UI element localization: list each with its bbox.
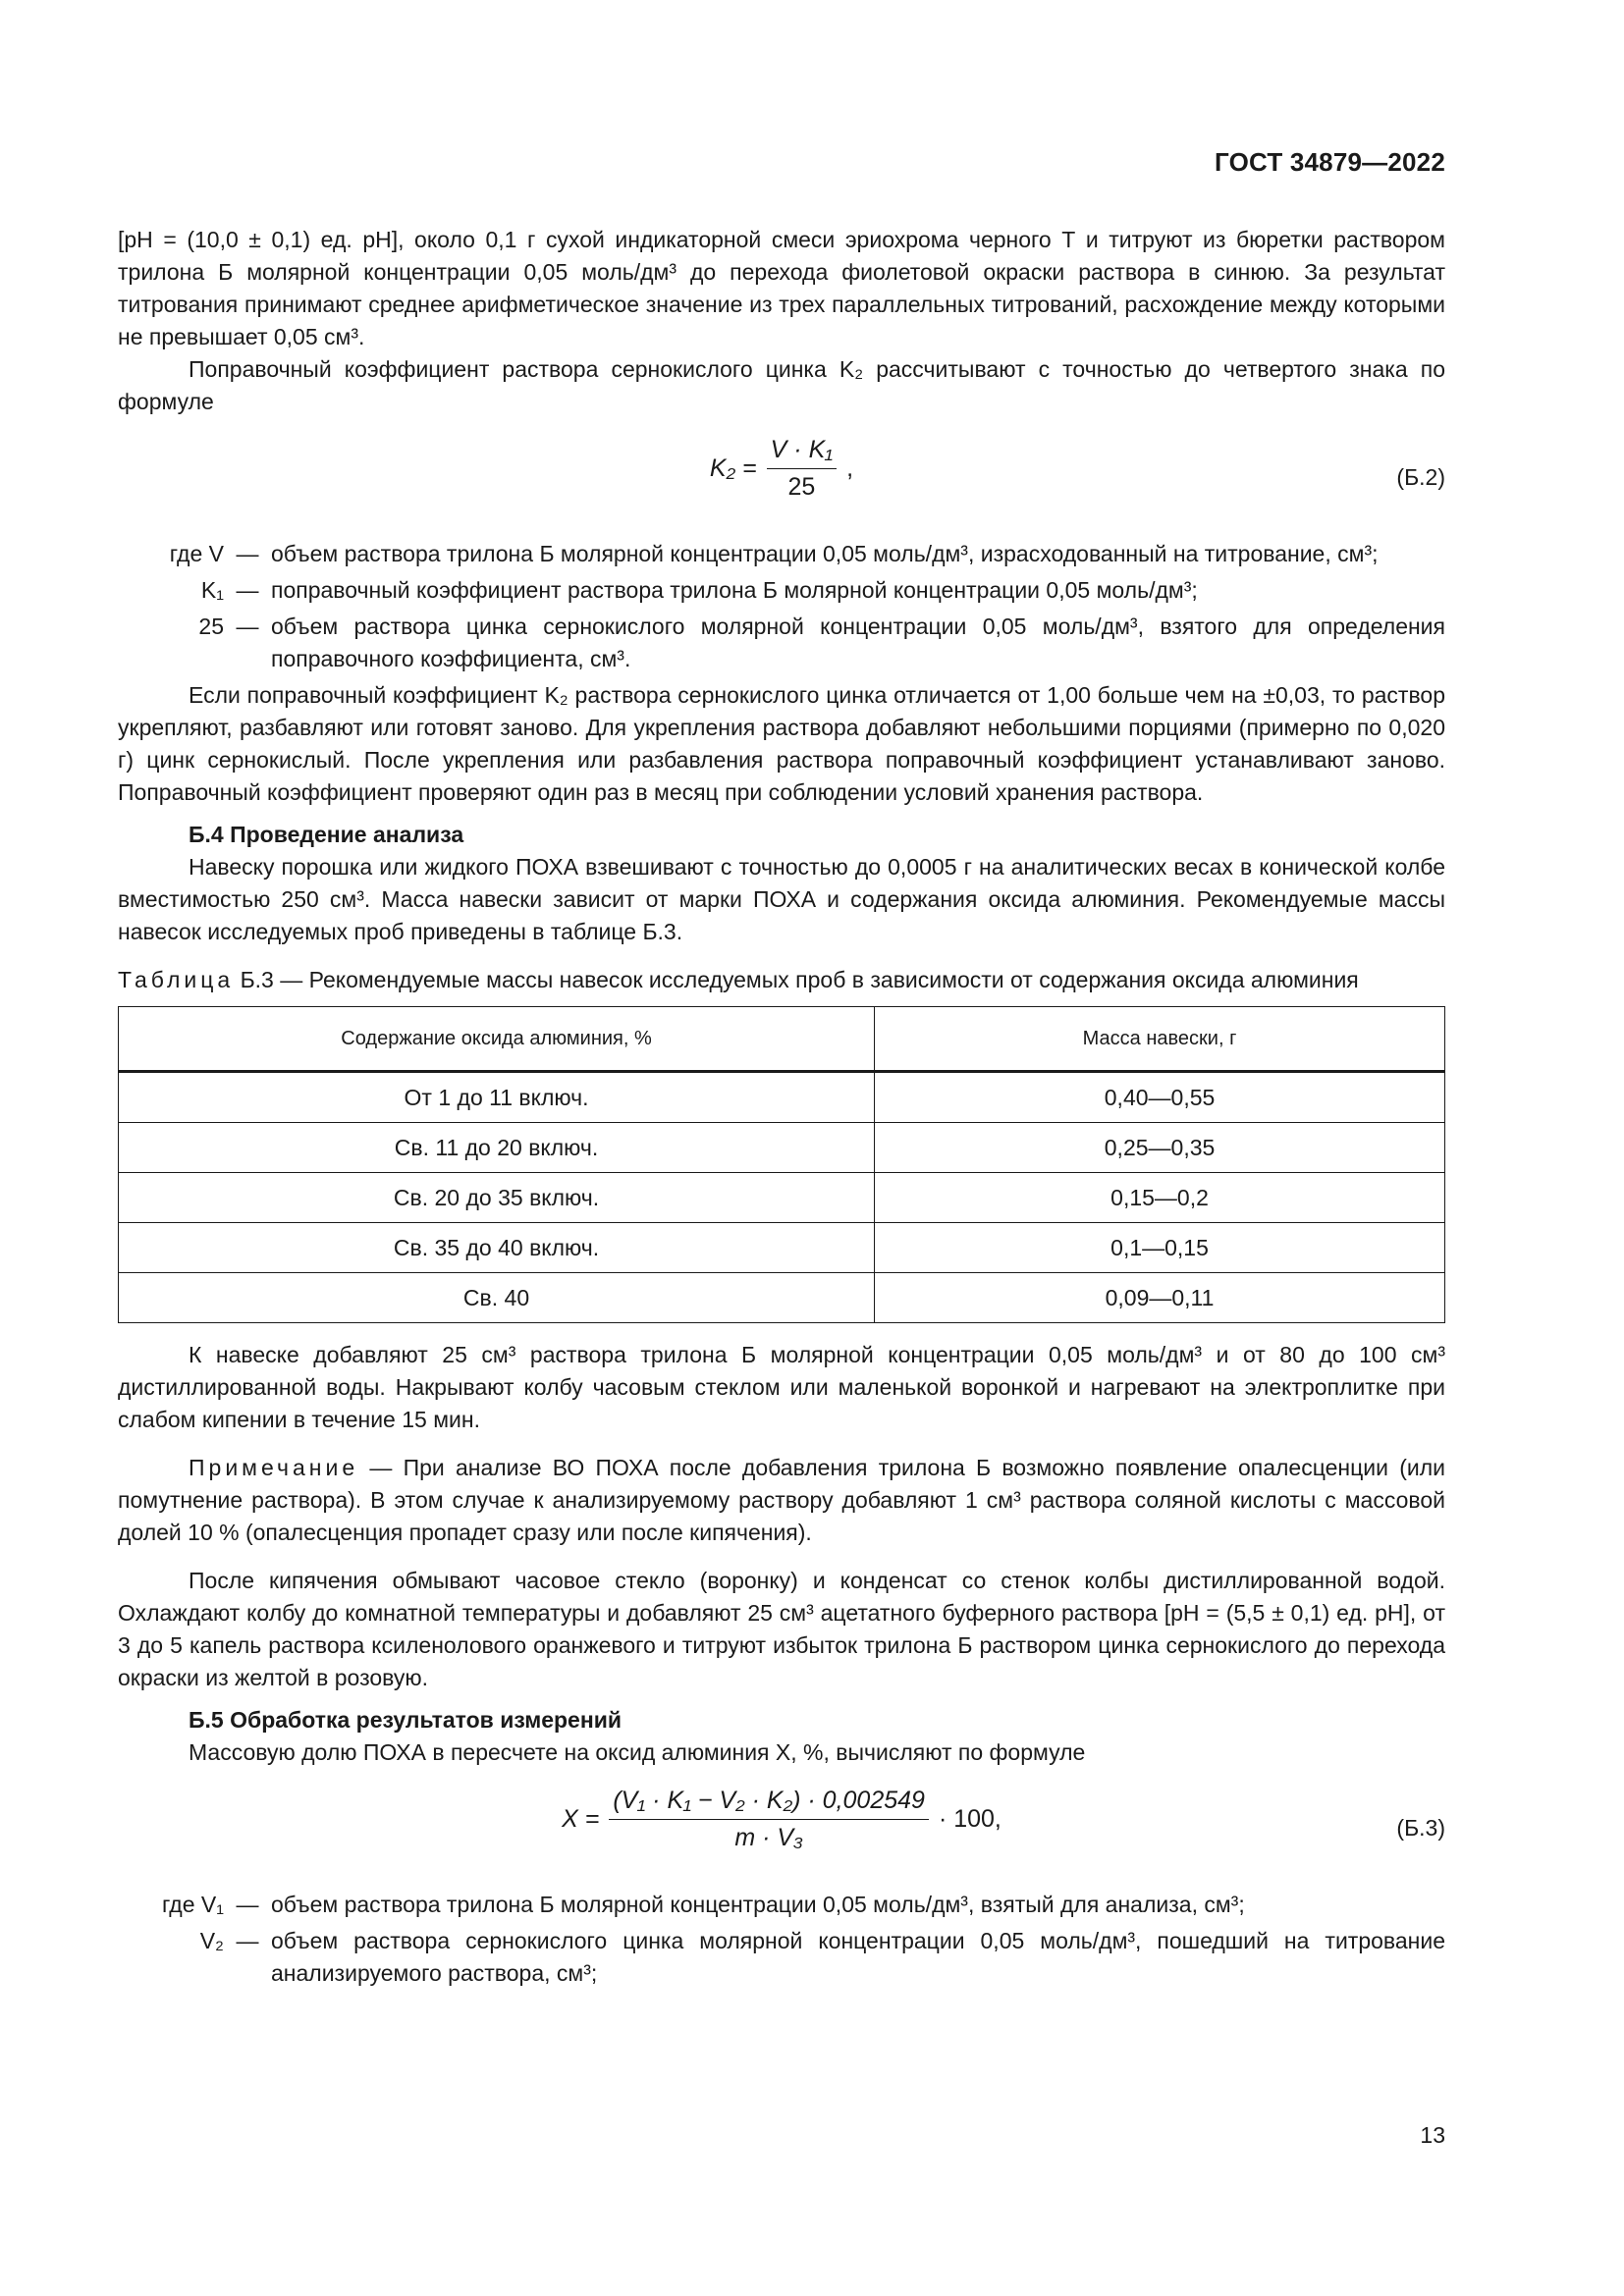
after-table-paragraph: К навеске добавляют 25 см³ раствора трилона Б молярной концентрации 0,05 моль/дм³ и от 80 до 100 см³ дистиллированной воды. Накрывают колбу часовым стеклом или маленькой воронкой и нагревают на электроплитке при слабом кипении в течение 15 мин. — [118, 1342, 1445, 1432]
where-item — [118, 1925, 1445, 1990]
table-cell: Св. 11 до 20 включ. — [119, 1123, 875, 1173]
section-b4-title: Б.4 Проведение анализа — [189, 822, 464, 847]
formula-b3-fraction — [609, 1785, 929, 1854]
formula-b2-number: (Б.2) — [1396, 464, 1445, 490]
after-boil-paragraph: После кипячения обмывают часовое стекло (воронку) и конденсат со стенок колбы дистиллированной водой. Охлаждают колбу до комнатной температуры и добавляют 25 см³ ацетатного буферного раствора [pH = (5,5 ± 0,1) ед. pH], от 3 до 5 капель раствора ксиленолового оранжевого и титруют избыток трилона Б раствором цинка сернокислого до перехода окраски из желтой в розовую. — [118, 1568, 1445, 1690]
where-dash: — — [236, 1892, 259, 1917]
where-text: объем раствора трилона Б молярной концентрации 0,05 моль/дм³, взятый для анализа, см³; — [271, 1892, 1245, 1917]
table-cell: От 1 до 11 включ. — [119, 1072, 875, 1123]
formula-b3-lhs: X = — [562, 1805, 600, 1833]
where-dash: — — [236, 614, 259, 639]
where-text: объем раствора сернокислого цинка молярной концентрации 0,05 моль/дм³, пошедший на титрование анализируемого раствора, см³; — [271, 1928, 1445, 1986]
where-symbol: K₁ — [200, 577, 224, 603]
table-cell: 0,15—0,2 — [875, 1173, 1445, 1223]
page-content — [118, 224, 1445, 1994]
where-item — [118, 538, 1445, 570]
intro-paragraph: [pH = (10,0 ± 0,1) ед. pH], около 0,1 г сухой индикаторной смеси эриохрома черного Т и титруют из бюретки раствором трилона Б молярной концентрации 0,05 моль/дм³ до перехода фиолетовой окраски раствора в синюю. За результат титрования принимают среднее арифметическое значение из трех параллельных титрований, расхождение между которыми не превышает 0,05 см³. — [118, 227, 1445, 349]
where-symbol: V₂ — [199, 1928, 224, 1953]
formula-b2-suffix: , — [846, 454, 854, 482]
table-row — [119, 1072, 1445, 1123]
where-item — [118, 1889, 1445, 1921]
where-text: объем раствора трилона Б молярной концентрации 0,05 моль/дм³, израсходованный на титрование, см³; — [271, 541, 1379, 566]
table-cell: 0,40—0,55 — [875, 1072, 1445, 1123]
table-cell: Св. 40 — [119, 1273, 875, 1323]
table-b3 — [118, 1006, 1445, 1323]
formula-b2-lhs: K₂ = — [709, 454, 757, 482]
formula-b2-denominator: 25 — [787, 473, 816, 501]
formula-b2-fraction — [767, 434, 837, 504]
section-b5-title: Б.5 Обработка результатов измерений — [189, 1707, 623, 1733]
note-paragraph — [118, 1452, 1445, 1549]
where-dash: — — [236, 1928, 259, 1953]
section-b4-paragraph: Навеску порошка или жидкого ПОХА взвешивают с точностью до 0,0005 г на аналитических весах в конической колбе вместимостью 250 см³. Масса навески зависит от марки ПОХА и содержания оксида алюминия. Рекомендуемые массы навесок исследуемых проб приведены в таблице Б.3. — [118, 854, 1445, 944]
where-symbol: где V — [169, 541, 224, 566]
table-cell: Св. 35 до 40 включ. — [119, 1223, 875, 1273]
document-header: ГОСТ 34879—2022 — [1215, 147, 1445, 177]
table-cell: 0,25—0,35 — [875, 1123, 1445, 1173]
k2-correction-paragraph: Если поправочный коэффициент K₂ раствора сернокислого цинка отличается от 1,00 больше чем на ±0,03, то раствор укрепляют, разбавляют или готовят заново. Для укрепления раствора добавляют небольшими порциями (примерно по 0,020 г) цинк сернокислый. После укрепления или разбавления раствора поправочный коэффициент устанавливают заново. Поправочный коэффициент проверяют один раз в месяц при соблюдении условий хранения раствора. — [118, 682, 1445, 805]
table-header-cell: Масса навески, г — [875, 1007, 1445, 1072]
where-text: поправочный коэффициент раствора трилона Б молярной концентрации 0,05 моль/дм³; — [271, 577, 1198, 603]
where-dash: — — [236, 577, 259, 603]
where-dash: — — [236, 541, 259, 566]
table-cell: 0,1—0,15 — [875, 1223, 1445, 1273]
note-text: — При анализе ВО ПОХА после добавления трилона Б возможно появление опалесценции (или помутнение раствора). В этом случае к анализируемому раствору добавляют 1 см³ раствора соляной кислоты с массовой долей 10 % (опалесценция пропадет сразу или после кипячения). — [118, 1455, 1445, 1545]
page-number: 13 — [1420, 2122, 1445, 2148]
table-header-cell: Содержание оксида алюминия, % — [119, 1007, 875, 1072]
formula-b2 — [118, 434, 1445, 524]
where-list-b2 — [118, 538, 1445, 675]
formula-b2-numerator: V · K₁ — [767, 434, 837, 469]
note-label: Примечание — [189, 1455, 359, 1480]
table-row — [119, 1223, 1445, 1273]
k2-intro-paragraph: Поправочный коэффициент раствора сернокислого цинка K₂ рассчитывают с точностью до четвертого знака по формуле — [118, 356, 1445, 414]
formula-b3-denominator: m · V₃ — [734, 1824, 803, 1851]
formula-b3-suffix: · 100, — [938, 1805, 1001, 1833]
section-b5-paragraph: Массовую долю ПОХА в пересчете на оксид алюминия X, %, вычисляют по формуле — [189, 1739, 1086, 1765]
table-row — [119, 1273, 1445, 1323]
formula-b3-numerator: (V₁ · K₁ − V₂ · K₂) · 0,002549 — [609, 1785, 929, 1820]
table-row — [119, 1123, 1445, 1173]
where-text: объем раствора цинка сернокислого молярной концентрации 0,05 моль/дм³, взятого для определения поправочного коэффициента, см³. — [271, 614, 1445, 671]
table-cell: Св. 20 до 35 включ. — [119, 1173, 875, 1223]
table-caption-text: Б.3 — Рекомендуемые массы навесок исследуемых проб в зависимости от содержания оксида алюминия — [234, 967, 1359, 992]
table-caption-label: Таблица — [118, 967, 235, 992]
table-b3-caption — [118, 964, 1445, 996]
where-list-b3 — [118, 1889, 1445, 1990]
where-item — [118, 611, 1445, 675]
where-item — [118, 574, 1445, 607]
table-cell: 0,09—0,11 — [875, 1273, 1445, 1323]
where-symbol: 25 — [198, 614, 224, 639]
formula-b3 — [118, 1785, 1445, 1875]
where-symbol: где V₁ — [161, 1892, 224, 1917]
formula-b3-number: (Б.3) — [1396, 1815, 1445, 1841]
table-row — [119, 1173, 1445, 1223]
table-header-row — [119, 1007, 1445, 1072]
